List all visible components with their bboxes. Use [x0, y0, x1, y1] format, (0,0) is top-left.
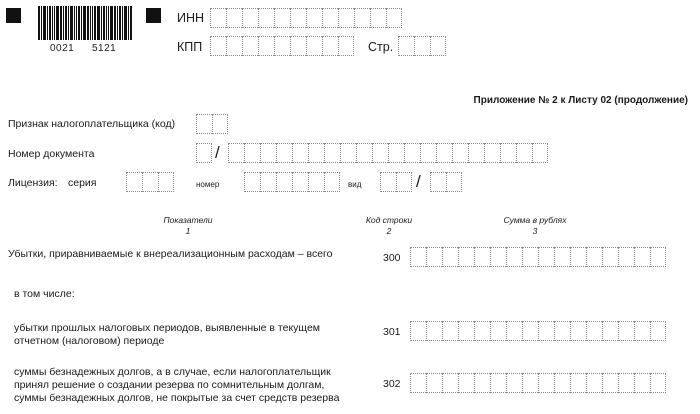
appendix-title: Приложение № 2 к Листу 02 (продолжение)	[473, 95, 688, 106]
document-number-slash: /	[215, 143, 220, 162]
row-300-label: Убытки, приравниваемые к внереализационным расходам – всего	[8, 248, 333, 260]
license-type-slash: /	[416, 172, 421, 191]
row-302-label-line1: суммы безнадежных долгов, а в случае, если налогоплательщик	[14, 366, 331, 378]
row-302-amount-field[interactable]	[410, 373, 666, 393]
license-number-field[interactable]	[244, 172, 340, 192]
document-number-prefix-field[interactable]	[196, 143, 212, 163]
barcode-number-right: 5121	[92, 43, 117, 54]
license-type-prefix-field[interactable]	[380, 172, 412, 192]
taxpayer-sign-field[interactable]	[196, 114, 228, 134]
barcode-number-left: 0021	[50, 43, 75, 54]
document-number-label: Номер документа	[8, 148, 95, 160]
col1-header: Показатели	[163, 215, 213, 225]
row-301-label-line2: отчетном (налоговом) периоде	[14, 335, 165, 347]
row-301-code: 301	[383, 326, 401, 338]
number-label: номер	[196, 180, 220, 189]
col2-number: 2	[386, 226, 392, 236]
col1-number: 1	[185, 226, 191, 236]
row-302-label-line2: принял решение о создании резерва по сомнительным долгам,	[14, 379, 325, 391]
row-302-label-line3: суммы безнадежных долгов, не покрытые за счет средств резерва	[14, 392, 340, 404]
col2-header: Код строки	[365, 215, 413, 225]
col3-header: Сумма в рублях	[503, 215, 567, 225]
license-type-field[interactable]	[430, 172, 462, 192]
inn-field[interactable]	[210, 8, 402, 28]
kpp-label: КПП	[177, 40, 203, 54]
col3-number: 3	[532, 226, 538, 236]
row-302-code: 302	[383, 378, 401, 390]
row-301-amount-field[interactable]	[410, 321, 666, 341]
corner-marker-left	[6, 8, 21, 23]
corner-marker-right	[146, 8, 161, 23]
license-label: Лицензия:	[8, 177, 58, 189]
license-series-field[interactable]	[126, 172, 174, 192]
page-label: Стр.	[368, 40, 394, 54]
taxpayer-sign-label: Признак налогоплательщика (код)	[8, 118, 176, 130]
series-label: серия	[68, 177, 97, 189]
page-number-field[interactable]	[398, 36, 446, 56]
document-number-field[interactable]	[228, 143, 548, 163]
inn-label: ИНН	[177, 11, 205, 25]
type-label: вид	[348, 180, 362, 189]
row-301-label-line1: убытки прошлых налоговых периодов, выявленные в текущем	[14, 322, 320, 334]
kpp-field[interactable]	[210, 36, 354, 56]
barcode	[38, 6, 134, 40]
row-300-amount-field[interactable]	[410, 247, 666, 267]
row-300-code: 300	[383, 252, 401, 264]
including-label: в том числе:	[14, 288, 75, 300]
